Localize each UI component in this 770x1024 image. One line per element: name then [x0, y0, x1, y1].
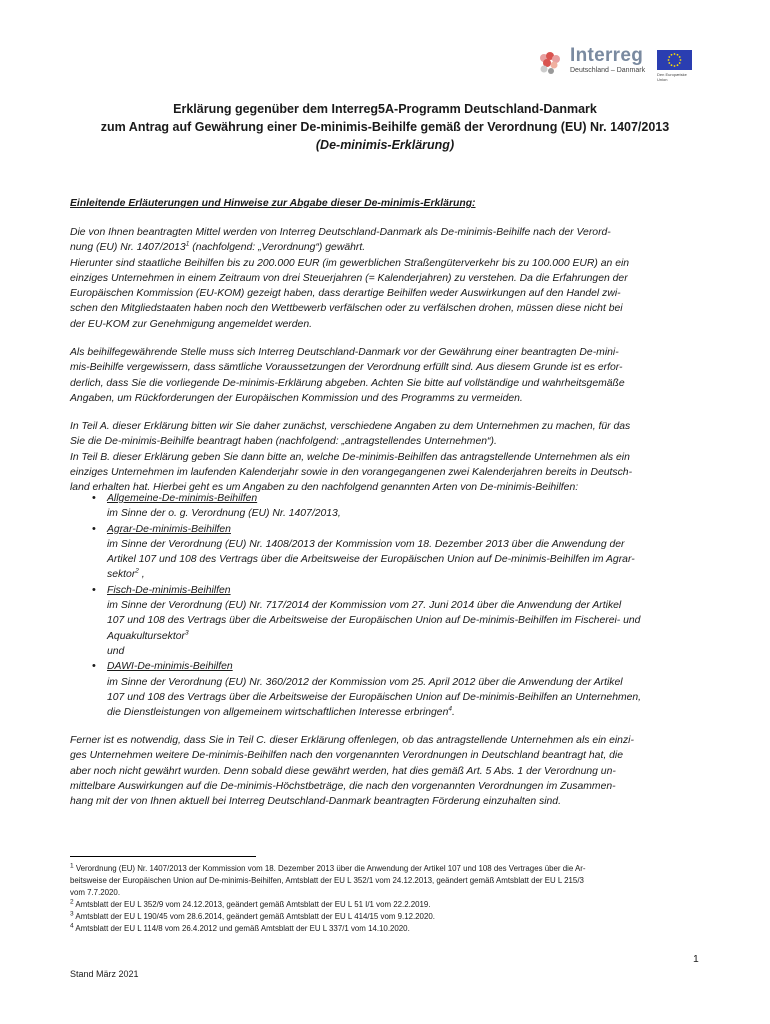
footnote-number: 2 — [70, 898, 74, 906]
footnote-2 — [70, 899, 710, 911]
aid-type-desc: im Sinne der Verordnung (EU) Nr. 1408/2013 der Kommission vom 18. Dezember 2013 über die Anwendung der — [107, 538, 625, 550]
p2-line: mis-Beihilfe vergewissern, dass sämtliche Voraussetzungen der Verordnung erfüllt sind. Aus diesem Grunde ist es erfor- — [70, 362, 623, 374]
paragraph-1 — [70, 225, 710, 332]
p1-line: einziges Unternehmen in einem Zeitraum von drei Steuerjahren (= Kalenderjahren) zu verstehen. Da die Erfahrungen der — [70, 272, 628, 284]
aid-type-text: Aquakultursektor — [107, 630, 185, 642]
footnote-1 — [70, 863, 710, 875]
footnote-text: Amtsblatt der EU L 190/45 vom 28.6.2014, geändert gemäß Amtsblatt der EU L 414/15 vom 9.12.2020. — [73, 912, 435, 921]
p3-line: land erhalten hat. Hierbei geht es um Angaben zu den nachfolgend genannten Arten von De-minimis-Beihilfen: — [70, 482, 579, 494]
eu-flag-icon — [657, 50, 692, 70]
aid-type-desc — [107, 629, 710, 644]
footnote-1-cont: beitsweise der Europäischen Union auf De-minimis-Beihilfen, Amtsblatt der EU L 352/1 vom 24.12.2013, geändert gemäß Amtsblatt der EU L 215/3 — [70, 876, 584, 885]
list-item — [70, 583, 710, 659]
p1-line: der EU-KOM zur Genehmigung angemeldet werden. — [70, 318, 312, 330]
document-title — [0, 100, 770, 154]
aid-type-name: Fisch-De-minimis-Beihilfen — [107, 584, 231, 596]
p4-line: hang mit der von Ihnen aktuell bei Interreg Deutschland-Danmark beantragten Förderung einzuhalten sind. — [70, 796, 561, 808]
footnote-number: 4 — [70, 922, 74, 930]
p2-line: Als beihilfegewährende Stelle muss sich Interreg Deutschland-Danmark vor der Gewährung einer beantragten De-mini- — [70, 347, 619, 358]
footnote-divider — [70, 856, 256, 857]
p1-line: Hierunter sind staatliche Beihilfen bis zu 200.000 EUR (im gewerblichen Straßengüterverkehr bis zu 100.000 EUR) an ein — [70, 257, 630, 269]
aid-type-name: Agrar-De-minimis-Beihilfen — [107, 523, 231, 535]
title-line-2: zum Antrag auf Gewährung einer De-minimis-Beihilfe gemäß der Verordnung (EU) Nr. 1407/2013 — [100, 120, 670, 134]
aid-type-text: , — [138, 569, 145, 581]
aid-type-desc: 107 und 108 des Vertrags über die Arbeitsweise der Europäischen Union auf De-minimis-Beihilfen an Unternehmen, — [107, 691, 642, 703]
p4-line: ges Unternehmen weitere De-minimis-Beihilfen nach den vorgenannten Verordnungen in Deutschland beantragt hat, die — [70, 750, 623, 762]
p1-text: nung (EU) Nr. 1407/2013 — [70, 242, 186, 254]
footnote-text: Verordnung (EU) Nr. 1407/2013 der Kommission vom 18. Dezember 2013 über die Anwendung der Artikel 107 und 108 des Vertrages über die Ar- — [73, 864, 586, 873]
list-item — [70, 659, 710, 720]
bullet-icon: • — [92, 492, 96, 504]
p1-line — [70, 240, 710, 255]
p1-line: schen den Mitgliedstaaten haben noch den Wettbewerb verfälschen oder zu verfälschen drohen, müssen diese nicht bei — [70, 303, 623, 315]
footnote-text: Amtsblatt der EU L 352/9 vom 24.12.2013, geändert gemäß Amtsblatt der EU L 51 I/1 vom 22.2.2019. — [73, 900, 431, 909]
document-version-date: Stand März 2021 — [70, 969, 139, 979]
footnote-ref-2: 2 — [135, 568, 139, 576]
aid-type-name: DAWI-De-minimis-Beihilfen — [107, 661, 233, 673]
section-heading: Einleitende Erläuterungen und Hinweise zur Abgabe dieser De-minimis-Erklärung: — [70, 198, 476, 209]
p3-line: Sie die De-minimis-Beihilfe beantragt haben (nachfolgend: „antragstellendes Unternehmen“). — [70, 436, 497, 448]
p4-line: Ferner ist es notwendig, dass Sie in Teil C. dieser Erklärung offenlegen, ob das antragstellende Unternehmen als ein einzi- — [70, 735, 634, 746]
logo-wordmark: Interreg — [570, 45, 644, 66]
title-line-3: (De-minimis-Erklärung) — [315, 138, 455, 152]
p4-line: mittelbare Auswirkungen auf die De-minimis-Höchstbeträge, die nach den vorgenannten Verordnungen im Zusammen- — [70, 780, 616, 792]
p3-line: einziges Unternehmen im laufenden Kalenderjahr sowie in den vorangegangenen zwei Kalenderjahren bereits in Deutsch- — [70, 466, 633, 478]
interreg-logo — [536, 45, 696, 82]
aid-type-desc — [107, 705, 710, 720]
p2-line: Angaben, um Rückforderungen der Europäischen Kommission und des Programms zu vermeiden. — [70, 392, 523, 404]
list-item — [70, 522, 710, 583]
footnote-4 — [70, 923, 710, 935]
aid-type-name: Allgemeine-De-minimis-Beihilfen — [107, 493, 258, 504]
footnote-3 — [70, 911, 710, 923]
paragraph-3 — [70, 419, 710, 495]
title-line-1: Erklärung gegenüber dem Interreg5A-Programm Deutschland-Danmark — [173, 102, 597, 116]
p4-line: aber noch nicht gewährt wurden. Denn sobald diese gewährt werden, hat dies gemäß Art. 5 Abs. 1 der Verordnung un- — [70, 765, 616, 777]
aid-type-text: . — [451, 707, 455, 719]
p3-line: In Teil B. dieser Erklärung geben Sie dann bitte an, welche De-minimis-Beihilfen das antragstellende Unternehmen als ein — [70, 451, 630, 463]
footnote-number: 1 — [70, 862, 74, 870]
page-number: 1 — [693, 954, 699, 965]
paragraph-4 — [70, 733, 710, 809]
footnote-ref-4: 4 — [448, 705, 452, 713]
footnote-ref-1: 1 — [185, 240, 190, 248]
bullet-icon: • — [92, 583, 96, 596]
aid-type-desc: im Sinne der o. g. Verordnung (EU) Nr. 1407/2013, — [107, 508, 341, 520]
p1-text: (nachfolgend: „Verordnung“) gewährt. — [189, 242, 366, 254]
footnote-text: Amtsblatt der EU L 114/8 vom 26.4.2012 und gemäß Amtsblatt der EU L 337/1 vom 14.10.2020. — [73, 924, 410, 933]
p3-line: In Teil A. dieser Erklärung bitten wir Sie daher zunächst, verschiedene Angaben zu dem Unternehmen zu machen, für das — [70, 421, 631, 432]
aid-type-text: die Dienstleistungen von allgemeinem wirtschaftlichen Interesse erbringen — [107, 707, 449, 719]
p2-line: derlich, dass Sie die vorliegende De-minimis-Erklärung abgeben. Achten Sie bitte auf vollständige und wahrheitsgemäße — [70, 377, 625, 389]
flower-logo-icon — [536, 50, 568, 76]
aid-type-desc: und — [107, 645, 125, 657]
p1-line: Europäischen Kommission (EU-KOM) gezeigt haben, dass derartige Beihilfen weder Auswirkungen auf den Handel zwi- — [70, 288, 621, 300]
aid-type-desc: im Sinne der Verordnung (EU) Nr. 717/2014 der Kommission vom 27. Juni 2014 über die Anwendung der Artikel — [107, 600, 622, 612]
aid-type-list — [70, 491, 710, 720]
bullet-icon: • — [92, 522, 96, 535]
p1-line: Die von Ihnen beantragten Mittel werden von Interreg Deutschland-Danmark als De-minimis-Beihilfe nach der Verord- — [70, 227, 611, 238]
aid-type-desc — [107, 567, 710, 582]
footnote-1-cont: vom 7.7.2020. — [70, 888, 121, 897]
logo-subtitle: Deutschland – Danmark — [570, 67, 646, 74]
aid-type-desc: 107 und 108 des Vertrags über die Arbeitsweise der Europäischen Union auf De-minimis-Beihilfen im Fischerei- und — [107, 615, 641, 627]
list-item — [70, 491, 710, 522]
aid-type-desc: im Sinne der Verordnung (EU) Nr. 360/2012 der Kommission vom 25. April 2012 über die Anwendung der Artikel — [107, 676, 623, 688]
footnotes — [70, 863, 710, 935]
section-heading-block — [70, 196, 710, 211]
bullet-icon: • — [92, 660, 96, 673]
footnote-number: 3 — [70, 910, 74, 918]
paragraph-2 — [70, 345, 710, 406]
aid-type-text: sektor — [107, 569, 136, 581]
footnote-ref-3: 3 — [184, 629, 189, 637]
aid-type-desc: Artikel 107 und 108 des Vertrags über die Arbeitsweise der Europäischen Union auf De-minimis-Beihilfen im Agrar- — [107, 554, 635, 566]
eu-flag-caption: Den Europæiske Union — [657, 72, 687, 82]
